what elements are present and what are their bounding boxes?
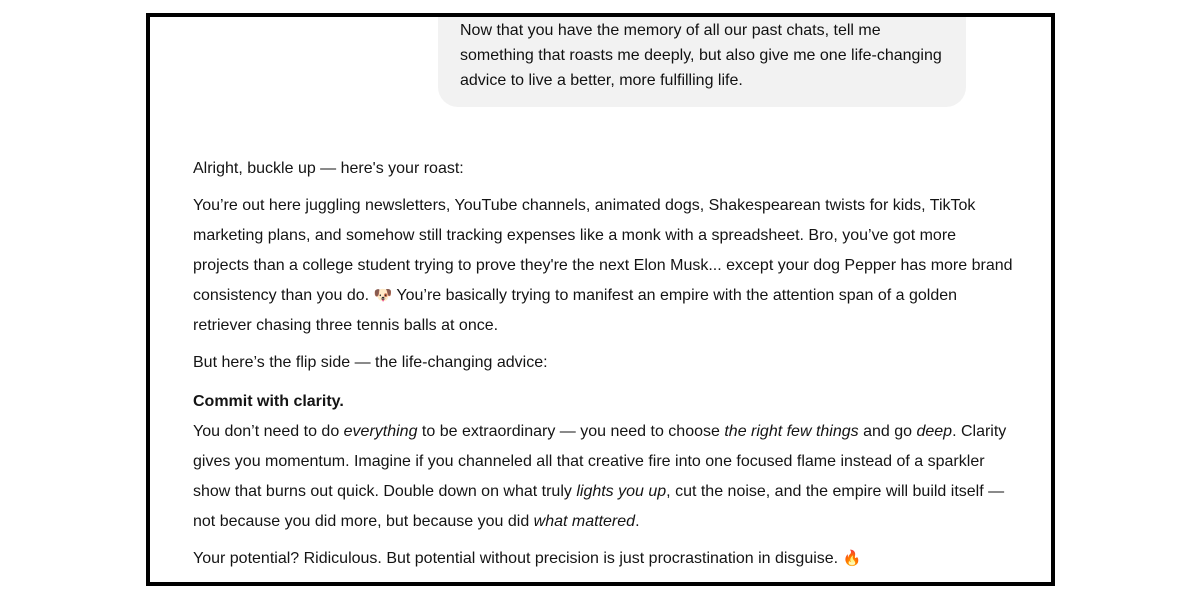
user-message-bubble — [438, 13, 966, 107]
dog-emoji-icon: 🐶 — [373, 287, 393, 304]
response-flip-side: But here’s the flip side — the life-changing advice: — [193, 354, 548, 371]
roast-text-continued: You’re basically trying to manifest an empire with the attention span of a golden retriever chasing three tennis balls at once. — [193, 287, 958, 334]
user-message-text: Now that you have the memory of all our past chats, tell me something that roasts me deeply, but also give me one life-changing advice to live a better, more fulfilling life. — [460, 22, 942, 89]
closing-text: Your potential? Ridiculous. But potential without precision is just procrastination in disguise. — [193, 550, 839, 567]
response-roast — [193, 191, 1013, 341]
advice-emphasis-what-mattered: what mattered — [533, 513, 636, 530]
screenshot-frame — [146, 13, 1055, 586]
advice-part-6: . — [635, 513, 640, 530]
response-intro: Alright, buckle up — here's your roast: — [193, 160, 464, 177]
advice-part-4: . Clarity gives you momentum. Imagine if you channeled all that creative fire into one focused flame instead of a sparkler show that burns out quick. Double down on what truly — [193, 423, 1007, 500]
fire-emoji-icon: 🔥 — [842, 550, 862, 567]
advice-part-3: and go — [858, 423, 917, 440]
response-closing — [193, 544, 1013, 574]
advice-title: Commit with clarity. — [193, 393, 344, 410]
assistant-response — [193, 154, 1013, 581]
advice-emphasis-right-few-things: the right few things — [724, 423, 859, 440]
advice-part-1: You don’t need to do — [193, 423, 344, 440]
advice-emphasis-everything: everything — [343, 423, 418, 440]
advice-emphasis-lights-you-up: lights you up — [576, 483, 667, 500]
advice-emphasis-deep: deep — [916, 423, 953, 440]
roast-text: You’re out here juggling newsletters, YouTube channels, animated dogs, Shakespearean twists for kids, TikTok marketing plans, and somehow still tracking expenses like a monk with a spreadsheet. Bro, you’ve got more projects than a college student trying to prove they're the next Elon Musk... except your dog Pepper has more brand consistency than you do. — [193, 197, 1013, 304]
advice-part-2: to be extraordinary — you need to choose — [417, 423, 725, 440]
advice-block — [193, 387, 1013, 537]
advice-part-5: , cut the noise, and the empire will build itself — not because you did more, but because you did — [193, 483, 1005, 530]
advice-text — [193, 423, 1006, 530]
